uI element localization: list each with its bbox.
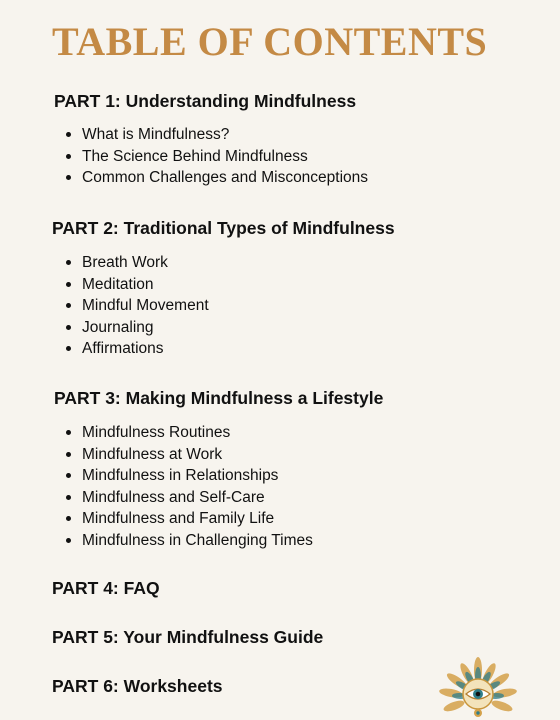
- bullet-icon: [66, 538, 71, 543]
- list-item: [0, 167, 560, 189]
- mandala-icon: [436, 653, 520, 720]
- bullet-icon: [66, 282, 71, 287]
- part-1-list: [0, 124, 560, 189]
- part-3-section: [0, 387, 560, 551]
- part-3-heading: PART 3: Making Mindfulness a Lifestyle: [54, 388, 384, 408]
- list-item-label: Mindfulness Routines: [82, 424, 231, 441]
- list-item: [0, 422, 560, 444]
- list-item: [0, 338, 560, 360]
- list-item-label: Mindfulness at Work: [82, 445, 223, 463]
- list-item: [0, 487, 560, 509]
- list-item: [0, 444, 560, 466]
- list-item-label: The Science Behind Mindfulness: [82, 147, 308, 165]
- part-1-section: [0, 90, 560, 189]
- part-2-list: [0, 252, 560, 360]
- part-4-section: [0, 577, 560, 599]
- part-2-heading: PART 2: Traditional Types of Mindfulness: [52, 218, 395, 238]
- bullet-icon: [66, 154, 71, 159]
- list-item-label: Common Challenges and Misconceptions: [82, 169, 369, 186]
- part-4-heading: PART 4: FAQ: [52, 578, 160, 598]
- list-item-label: Journaling: [82, 318, 154, 336]
- bullet-icon: [66, 260, 71, 265]
- bullet-icon: [66, 452, 71, 457]
- list-item-label: Mindfulness and Family Life: [82, 510, 275, 527]
- part-5-section: [0, 626, 560, 648]
- bullet-icon: [66, 132, 71, 137]
- bullet-icon: [66, 430, 71, 435]
- part-2-section: [0, 217, 560, 360]
- bullet-icon: [66, 346, 71, 351]
- list-item: [0, 252, 560, 274]
- list-item-label: Mindful Movement: [82, 297, 209, 314]
- page-title: TABLE OF CONTENTS: [52, 19, 488, 64]
- list-item-label: Mindfulness and Self-Care: [82, 488, 265, 506]
- part-6-heading: PART 6: Worksheets: [52, 676, 223, 696]
- list-item: [0, 295, 560, 317]
- list-item-label: What is Mindfulness?: [82, 126, 230, 143]
- list-item-label: Meditation: [82, 275, 154, 293]
- part-5-heading: PART 5: Your Mindfulness Guide: [52, 627, 324, 647]
- part-1-heading: PART 1: Understanding Mindfulness: [54, 91, 357, 111]
- bullet-icon: [66, 516, 71, 521]
- bullet-icon: [66, 303, 71, 308]
- list-item-label: Breath Work: [82, 254, 168, 271]
- list-item: [0, 508, 560, 530]
- bullet-icon: [66, 175, 71, 180]
- list-item: [0, 317, 560, 339]
- list-item-label: Affirmations: [82, 340, 164, 357]
- bullet-icon: [66, 495, 71, 500]
- list-item: [0, 146, 560, 168]
- part-3-list: [0, 422, 560, 551]
- list-item: [0, 274, 560, 296]
- list-item: [0, 465, 560, 487]
- list-item-label: Mindfulness in Relationships: [82, 467, 279, 484]
- bullet-icon: [66, 325, 71, 330]
- list-item: [0, 124, 560, 146]
- list-item-label: Mindfulness in Challenging Times: [82, 531, 313, 549]
- bullet-icon: [66, 473, 71, 478]
- list-item: [0, 530, 560, 552]
